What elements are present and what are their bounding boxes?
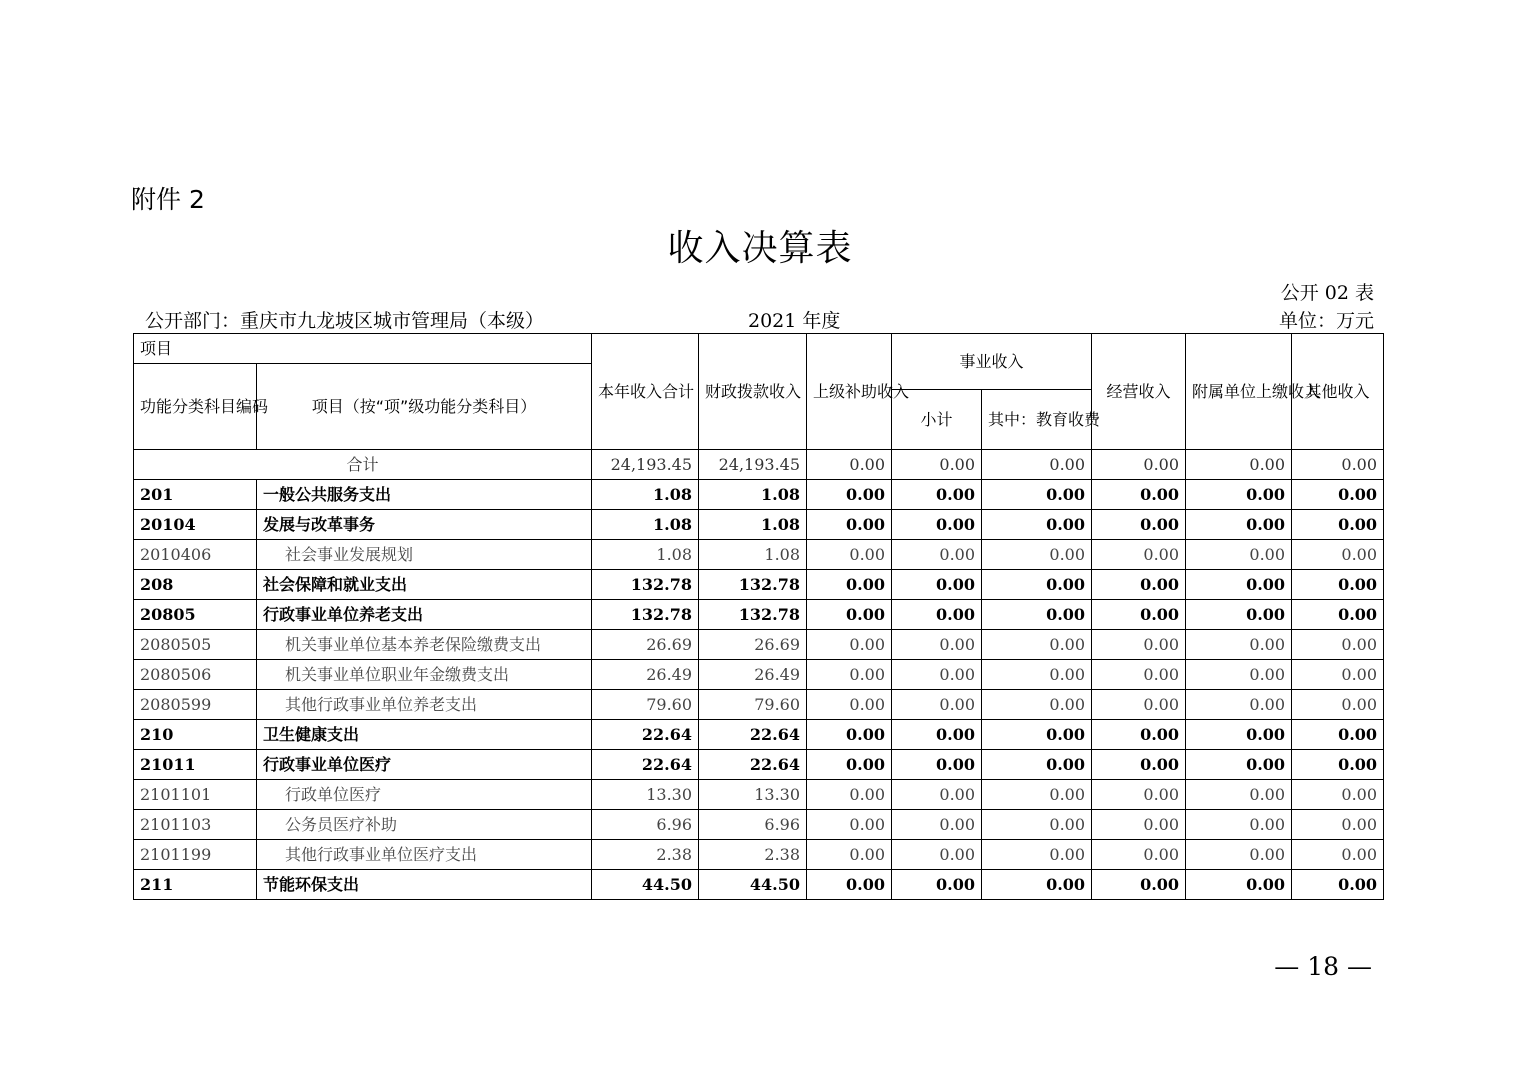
row-name: 一般公共服务支出 [257,480,592,510]
row-name: 行政单位医疗 [257,780,592,810]
row-value: 0.00 [982,810,1092,840]
row-value: 0.00 [807,720,892,750]
table-row [134,720,1384,750]
row-code: 208 [134,570,257,600]
row-value: 0.00 [1292,600,1384,630]
row-name: 机关事业单位职业年金缴费支出 [257,660,592,690]
row-value: 0.00 [807,510,892,540]
row-value: 0.00 [982,480,1092,510]
table-row [134,630,1384,660]
row-value: 0.00 [1292,780,1384,810]
row-value: 2.38 [699,840,807,870]
row-name: 行政事业单位医疗 [257,750,592,780]
row-value: 26.69 [592,630,699,660]
row-value: 0.00 [1186,720,1292,750]
row-value: 1.08 [592,540,699,570]
row-value: 0.00 [1092,480,1186,510]
row-value: 1.08 [699,480,807,510]
header-project: 项目 [134,334,592,364]
table-row [134,870,1384,900]
total-cell: 0.00 [1186,450,1292,480]
row-value: 1.08 [699,540,807,570]
row-value: 0.00 [982,720,1092,750]
row-value: 0.00 [1186,840,1292,870]
row-value: 0.00 [1292,630,1384,660]
table-row [134,810,1384,840]
row-value: 0.00 [892,570,982,600]
row-value: 0.00 [807,540,892,570]
table-row [134,840,1384,870]
header-operating-income: 经营收入 [1092,334,1186,450]
row-value: 0.00 [807,690,892,720]
row-name: 社会保障和就业支出 [257,570,592,600]
row-value: 0.00 [807,600,892,630]
row-value: 0.00 [982,630,1092,660]
row-code: 20104 [134,510,257,540]
row-value: 79.60 [699,690,807,720]
row-name: 其他行政事业单位养老支出 [257,690,592,720]
row-value: 0.00 [1186,870,1292,900]
row-name: 卫生健康支出 [257,720,592,750]
row-value: 0.00 [1186,750,1292,780]
row-value: 132.78 [592,570,699,600]
row-code: 2101199 [134,840,257,870]
row-value: 132.78 [699,570,807,600]
total-cell: 0.00 [1292,450,1384,480]
total-row [134,450,1384,480]
row-code: 2080599 [134,690,257,720]
row-value: 0.00 [807,810,892,840]
row-value: 0.00 [1186,480,1292,510]
row-code: 2080505 [134,630,257,660]
total-cell: 0.00 [1092,450,1186,480]
total-label: 合计 [134,450,592,480]
header-business-income: 事业收入 [892,334,1092,390]
row-value: 79.60 [592,690,699,720]
row-value: 0.00 [807,750,892,780]
row-code: 210 [134,720,257,750]
table-row [134,660,1384,690]
row-name: 行政事业单位养老支出 [257,600,592,630]
row-value: 0.00 [892,540,982,570]
row-code: 20805 [134,600,257,630]
total-cell: 24,193.45 [699,450,807,480]
row-value: 0.00 [982,750,1092,780]
row-name: 社会事业发展规划 [257,540,592,570]
row-value: 0.00 [1186,690,1292,720]
row-code: 2010406 [134,540,257,570]
row-value: 0.00 [1092,810,1186,840]
total-cell: 0.00 [982,450,1092,480]
row-value: 1.08 [699,510,807,540]
row-value: 0.00 [892,660,982,690]
row-value: 0.00 [1186,540,1292,570]
row-value: 1.08 [592,480,699,510]
row-value: 0.00 [1092,750,1186,780]
fiscal-year: 2021 年度 [748,310,841,332]
row-value: 0.00 [1092,510,1186,540]
total-cell: 0.00 [892,450,982,480]
table-row [134,690,1384,720]
row-code: 211 [134,870,257,900]
header-fiscal-appropriation: 财政拨款收入 [699,334,807,450]
row-value: 0.00 [1292,570,1384,600]
row-value: 0.00 [1092,570,1186,600]
row-value: 26.69 [699,630,807,660]
income-table [133,333,1384,900]
header-total-income: 本年收入合计 [592,334,699,450]
row-value: 22.64 [592,720,699,750]
row-value: 0.00 [1292,810,1384,840]
total-cell: 0.00 [807,450,892,480]
row-value: 0.00 [1092,630,1186,660]
header-affiliated-income: 附属单位上缴收入 [1186,334,1292,450]
table-row [134,600,1384,630]
table-row [134,480,1384,510]
row-value: 0.00 [1292,480,1384,510]
row-value: 0.00 [1292,720,1384,750]
row-value: 6.96 [592,810,699,840]
row-value: 0.00 [982,600,1092,630]
row-value: 0.00 [892,600,982,630]
row-value: 0.00 [1186,780,1292,810]
row-value: 0.00 [807,840,892,870]
row-code: 21011 [134,750,257,780]
row-code: 2101103 [134,810,257,840]
table-row [134,570,1384,600]
total-cell: 24,193.45 [592,450,699,480]
row-name: 机关事业单位基本养老保险缴费支出 [257,630,592,660]
row-value: 0.00 [1092,840,1186,870]
row-value: 0.00 [1292,750,1384,780]
row-value: 0.00 [892,510,982,540]
row-value: 22.64 [699,750,807,780]
row-value: 22.64 [699,720,807,750]
attachment-label: 附件 2 [131,185,205,214]
row-value: 0.00 [892,480,982,510]
row-value: 0.00 [1292,510,1384,540]
row-code: 201 [134,480,257,510]
row-value: 0.00 [982,690,1092,720]
row-value: 132.78 [699,600,807,630]
row-value: 0.00 [807,570,892,600]
row-value: 0.00 [1092,780,1186,810]
row-value: 0.00 [1092,660,1186,690]
row-value: 0.00 [892,810,982,840]
row-value: 26.49 [699,660,807,690]
row-value: 0.00 [892,750,982,780]
row-value: 0.00 [1186,660,1292,690]
row-value: 0.00 [982,660,1092,690]
row-value: 0.00 [982,870,1092,900]
header-subtotal: 小计 [892,390,982,450]
row-value: 0.00 [807,480,892,510]
row-name: 节能环保支出 [257,870,592,900]
page-number: — 18 — [1274,952,1372,981]
table-row [134,780,1384,810]
row-value: 0.00 [1186,630,1292,660]
row-value: 26.49 [592,660,699,690]
row-value: 0.00 [1186,600,1292,630]
row-value: 22.64 [592,750,699,780]
department-label: 公开部门：重庆市九龙坡区城市管理局（本级） [145,310,545,332]
row-value: 0.00 [982,840,1092,870]
row-value: 0.00 [1292,540,1384,570]
row-value: 0.00 [892,840,982,870]
row-value: 0.00 [1186,510,1292,540]
form-number: 公开 02 表 [1280,282,1374,304]
row-value: 0.00 [982,570,1092,600]
row-value: 0.00 [1186,810,1292,840]
row-value: 0.00 [1092,600,1186,630]
row-value: 0.00 [807,630,892,660]
row-value: 13.30 [592,780,699,810]
header-function-code: 功能分类科目编码 [134,364,257,450]
row-value: 0.00 [1292,660,1384,690]
row-value: 0.00 [1092,870,1186,900]
document-title: 收入决算表 [667,228,853,269]
row-value: 2.38 [592,840,699,870]
row-value: 0.00 [892,780,982,810]
header-superior-subsidy: 上级补助收入 [807,334,892,450]
header-other-income: 其他收入 [1292,334,1384,450]
table-row [134,750,1384,780]
row-value: 0.00 [982,510,1092,540]
row-value: 0.00 [1292,840,1384,870]
row-value: 0.00 [1186,570,1292,600]
row-value: 0.00 [982,780,1092,810]
row-name: 公务员医疗补助 [257,810,592,840]
row-value: 0.00 [1092,540,1186,570]
row-value: 0.00 [1292,690,1384,720]
row-value: 13.30 [699,780,807,810]
row-value: 6.96 [699,810,807,840]
header-education-fee: 其中：教育收费 [982,390,1092,450]
row-value: 0.00 [807,660,892,690]
row-value: 0.00 [892,630,982,660]
header-item-name: 项目（按“项”级功能分类科目） [257,364,592,450]
row-value: 0.00 [982,540,1092,570]
row-value: 0.00 [892,720,982,750]
row-value: 0.00 [1092,690,1186,720]
row-code: 2101101 [134,780,257,810]
row-value: 132.78 [592,600,699,630]
row-value: 44.50 [592,870,699,900]
row-name: 其他行政事业单位医疗支出 [257,840,592,870]
row-code: 2080506 [134,660,257,690]
row-value: 44.50 [699,870,807,900]
table-row [134,510,1384,540]
row-name: 发展与改革事务 [257,510,592,540]
row-value: 0.00 [1292,870,1384,900]
row-value: 1.08 [592,510,699,540]
unit-label: 单位：万元 [1278,310,1374,332]
row-value: 0.00 [892,690,982,720]
row-value: 0.00 [807,780,892,810]
row-value: 0.00 [807,870,892,900]
row-value: 0.00 [892,870,982,900]
table-row [134,540,1384,570]
row-value: 0.00 [1092,720,1186,750]
